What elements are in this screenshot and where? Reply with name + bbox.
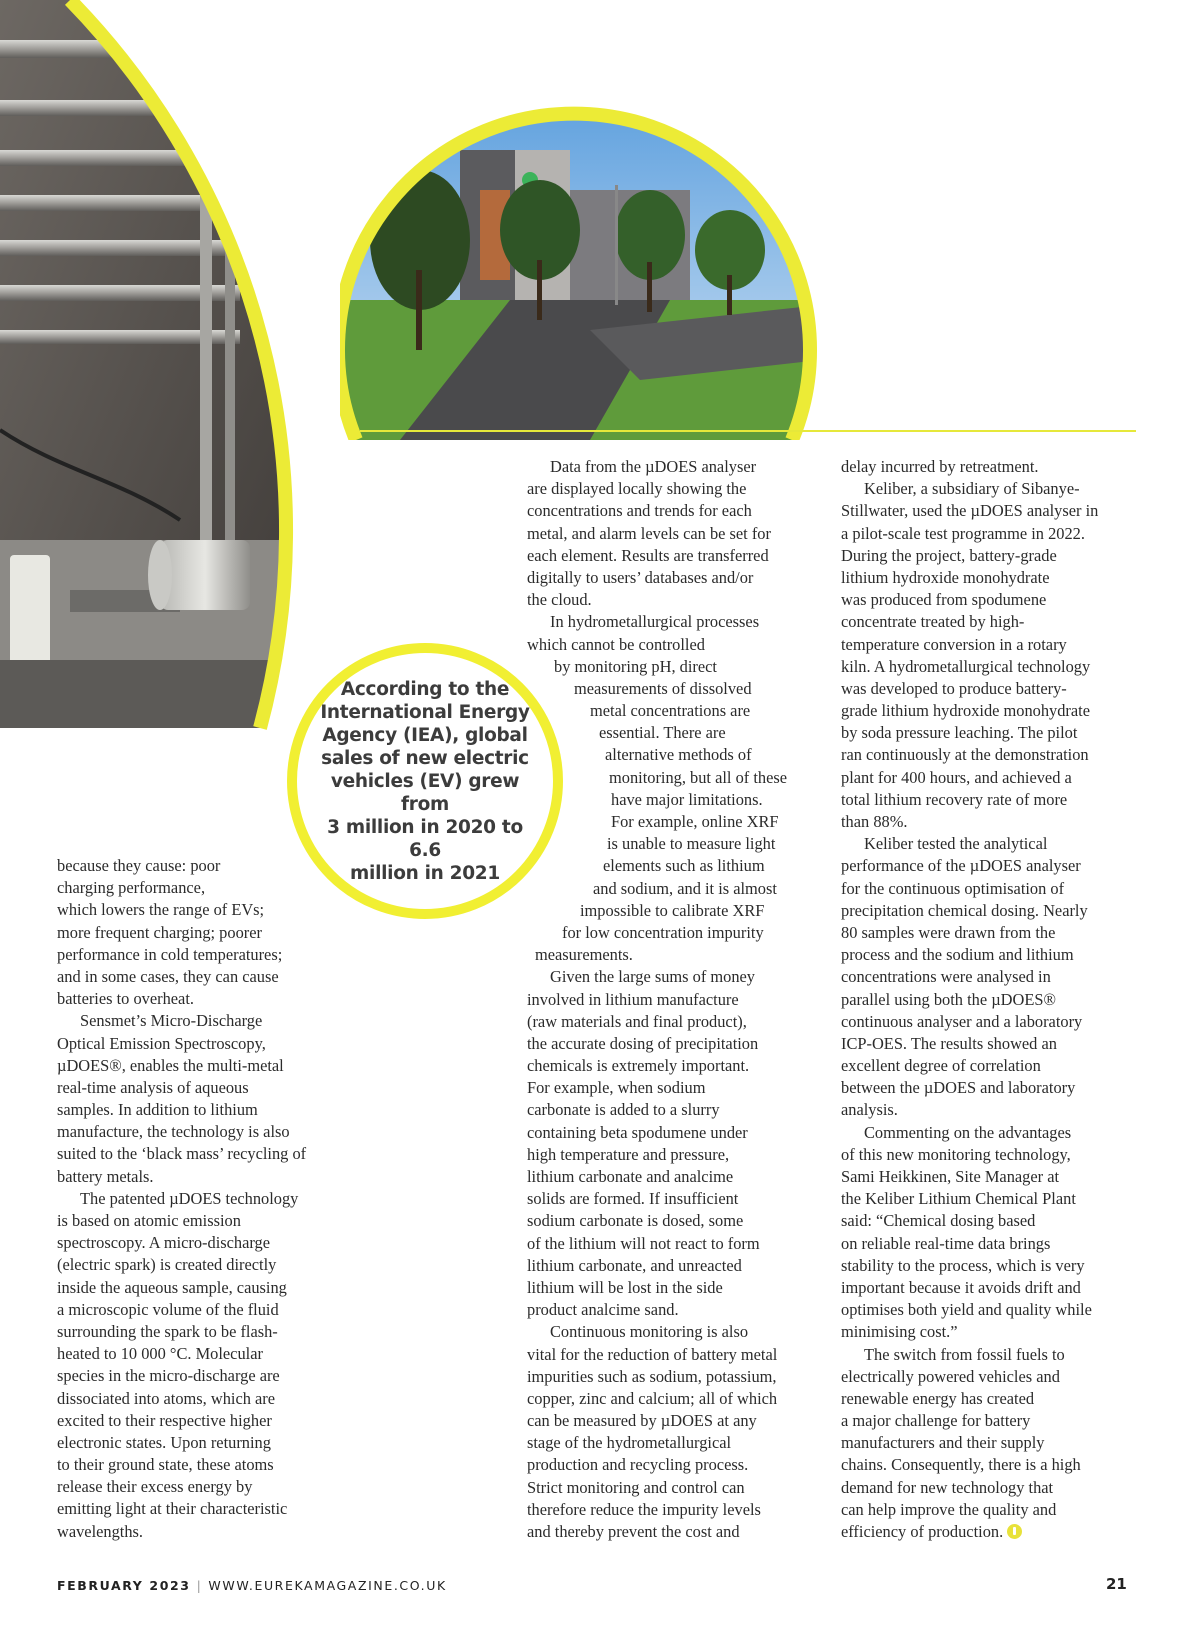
text-line: grade lithium hydroxide monohydrate (841, 701, 1090, 721)
text-line: parallel using both the µDOES® (841, 989, 1056, 1009)
text-line: essential. There are (599, 723, 726, 743)
text-line: manufacturers and their supply (841, 1433, 1045, 1453)
text-line: metal, and alarm levels can be set for (527, 523, 771, 543)
text-line: excited to their respective higher (57, 1410, 272, 1430)
end-mark-icon (1007, 1524, 1022, 1539)
text-line: heated to 10 000 °C. Molecular (57, 1344, 263, 1364)
text-line: the Keliber Lithium Chemical Plant (841, 1189, 1076, 1209)
text-line: electrically powered vehicles and (841, 1366, 1060, 1386)
text-line: renewable energy has created (841, 1388, 1035, 1408)
text-line: surrounding the spark to be flash- (57, 1321, 278, 1341)
text-line: demand for new technology that (841, 1477, 1054, 1497)
text-line: emitting light at their characteristic (57, 1499, 288, 1519)
text-line: monitoring, but all of these (609, 767, 787, 787)
text-line: For example, online XRF (611, 812, 779, 831)
text-line: delay incurred by retreatment. (841, 457, 1039, 476)
text-line: copper, zinc and calcium; all of which (527, 1388, 778, 1408)
text-line: by monitoring pH, direct (554, 656, 717, 676)
text-line: containing beta spodumene under (527, 1122, 748, 1142)
text-line: to their ground state, these atoms (57, 1455, 274, 1475)
text-line: which lowers the range of EVs; (57, 900, 265, 920)
issue-date: FEBRUARY 2023 (57, 1578, 191, 1593)
text-line: In hydrometallurgical processes (550, 612, 760, 632)
text-line: metal concentrations are (590, 701, 751, 721)
text-line: by soda pressure leaching. The pilot (841, 723, 1078, 743)
text-line: continuous analyser and a laboratory (841, 1011, 1083, 1031)
text-line: samples. In addition to lithium (57, 1100, 258, 1120)
text-line: Stillwater, used the µDOES analyser in (841, 501, 1099, 521)
text-line: can be measured by µDOES at any (527, 1411, 757, 1431)
text-line: between the µDOES and laboratory (841, 1078, 1076, 1098)
text-line: concentrations were analysed in (841, 967, 1051, 987)
pull-quote-circle (287, 643, 563, 919)
text-line: a microscopic volume of the fluid (57, 1299, 279, 1319)
text-line: batteries to overheat. (57, 989, 194, 1009)
text-line: because they cause: poor (57, 856, 221, 875)
text-line: digitally to users’ databases and/or (527, 567, 754, 587)
text-line: plant for 400 hours, and achieved a (841, 767, 1072, 787)
text-line: minimising cost.” (841, 1322, 958, 1342)
text-line: kiln. A hydrometallurgical technology (841, 656, 1091, 676)
text-line: impurities such as sodium, potassium, (527, 1366, 777, 1386)
footer-separator: | (196, 1578, 203, 1593)
text-line: battery metals. (57, 1166, 154, 1186)
text-line: stability to the process, which is very (841, 1255, 1085, 1275)
text-line: species in the micro-discharge are (57, 1366, 280, 1386)
text-line: total lithium recovery rate of more (841, 789, 1068, 809)
text-line: and in some cases, they can cause (57, 966, 279, 986)
text-line: said: “Chemical dosing based (841, 1211, 1036, 1231)
text-line: high temperature and pressure, (527, 1144, 730, 1164)
text-line: excellent degree of correlation (841, 1056, 1041, 1076)
text-line: impossible to calibrate XRF (580, 900, 765, 920)
text-line: the cloud. (527, 590, 592, 610)
text-line: inside the aqueous sample, causing (57, 1277, 287, 1297)
text-line: manufacture, the technology is also (57, 1122, 290, 1142)
text-line: alternative methods of (605, 745, 752, 765)
text-line: Sami Heikkinen, Site Manager at (841, 1167, 1060, 1186)
text-line: efficiency of production. (841, 1521, 1098, 1543)
text-line: Keliber, a subsidiary of Sibanye- (864, 479, 1080, 499)
text-line: release their excess energy by (57, 1477, 253, 1497)
magazine-url[interactable]: WWW.EUREKAMAGAZINE.CO.UK (208, 1578, 447, 1593)
text-line: precipitation chemical dosing. Nearly (841, 900, 1088, 920)
text-line: temperature conversion in a rotary (841, 634, 1067, 654)
text-line: product analcime sand. (527, 1300, 679, 1320)
text-line: Strict monitoring and control can (527, 1477, 745, 1497)
text-line: Optical Emission Spectroscopy, (57, 1033, 266, 1053)
footer (57, 1578, 447, 1593)
text-line: µDOES®, enables the multi-metal (57, 1055, 284, 1075)
text-line: the accurate dosing of precipitation (527, 1033, 759, 1053)
text-line: lithium will be lost in the side (527, 1277, 723, 1297)
text-line: Data from the µDOES analyser (550, 457, 757, 476)
text-line: measurements. (535, 945, 633, 965)
text-line: than 88%. (841, 812, 908, 831)
text-line: and sodium, and it is almost (593, 878, 777, 898)
text-line: concentrate treated by high- (841, 612, 1025, 632)
pull-quote-text: According to the International Energy Agency (IEA), global sales of new electric vehicles (EV) grew from 3 million in 2020 to 6.6 million in 2021 (320, 678, 530, 884)
text-line: analysis. (841, 1100, 898, 1120)
text-line: 80 samples were drawn from the (841, 922, 1056, 942)
text-line: is based on atomic emission (57, 1211, 241, 1230)
text-line: important because it avoids drift and (841, 1277, 1081, 1297)
text-line: For example, when sodium (527, 1078, 706, 1098)
body-column-left (57, 855, 306, 1543)
text-line: spectroscopy. A micro-discharge (57, 1233, 271, 1253)
text-line: measurements of dissolved (574, 678, 752, 698)
body-column-middle (527, 456, 787, 1543)
text-line: elements such as lithium (603, 856, 765, 876)
text-line: each element. Results are transferred (527, 545, 769, 565)
text-line: of this new monitoring technology, (841, 1144, 1071, 1164)
text-line: are displayed locally showing the (527, 479, 747, 499)
text-line: solids are formed. If insufficient (527, 1189, 739, 1209)
text-line: of the lithium will not react to form (527, 1233, 760, 1253)
text-line: process and the sodium and lithium (841, 945, 1074, 965)
text-line: concentrations and trends for each (527, 501, 752, 521)
text-line: stage of the hydrometallurgical (527, 1433, 732, 1453)
text-line: was developed to produce battery- (841, 678, 1067, 698)
text-line: electronic states. Upon returning (57, 1432, 271, 1452)
text-line: a pilot-scale test programme in 2022. (841, 523, 1085, 543)
text-line: more frequent charging; poorer (57, 922, 262, 942)
text-line: involved in lithium manufacture (527, 989, 739, 1009)
text-line: During the project, battery-grade (841, 545, 1057, 565)
text-line: sodium carbonate is dosed, some (527, 1211, 744, 1231)
plant-building-photo (340, 0, 820, 440)
equipment-photo (0, 0, 300, 730)
text-line: dissociated into atoms, which are (57, 1388, 276, 1408)
text-line: chains. Consequently, there is a high (841, 1455, 1081, 1475)
text-line: ICP-OES. The results showed an (841, 1033, 1057, 1053)
text-line: The switch from fossil fuels to (864, 1344, 1065, 1364)
divider-rule (360, 430, 1136, 432)
text-line: Sensmet’s Micro-Discharge (80, 1011, 263, 1031)
page-number: 21 (1106, 1575, 1127, 1593)
text-line: lithium carbonate, and unreacted (527, 1255, 742, 1275)
text-line: have major limitations. (611, 789, 763, 809)
text-line: lithium carbonate and analcime (527, 1167, 734, 1186)
text-line: performance of the µDOES analyser (841, 856, 1081, 876)
text-line: chemicals is extremely important. (527, 1056, 750, 1076)
text-line: therefore reduce the impurity levels (527, 1499, 761, 1519)
text-line: Commenting on the advantages (864, 1122, 1072, 1142)
text-line: Given the large sums of money (550, 967, 755, 987)
text-line: for low concentration impurity (562, 922, 764, 942)
text-line: was produced from spodumene (841, 590, 1047, 610)
text-line: carbonate is added to a slurry (527, 1100, 720, 1120)
text-line: charging performance, (57, 878, 206, 898)
text-line: which cannot be controlled (527, 634, 705, 654)
text-line: can help improve the quality and (841, 1499, 1057, 1519)
text-line: (electric spark) is created directly (57, 1255, 277, 1275)
text-line: Continuous monitoring is also (550, 1322, 749, 1342)
text-line: wavelengths. (57, 1521, 144, 1541)
text-line: real-time analysis of aqueous (57, 1077, 249, 1097)
text-line: suited to the ‘black mass’ recycling of (57, 1144, 307, 1164)
text-line: for the continuous optimisation of (841, 878, 1065, 898)
text-line: lithium hydroxide monohydrate (841, 567, 1050, 587)
body-column-right (841, 456, 1098, 1543)
text-line: (raw materials and final product), (527, 1011, 747, 1031)
text-line: is unable to measure light (607, 834, 776, 854)
text-line: vital for the reduction of battery metal (527, 1344, 778, 1364)
text-line: The patented µDOES technology (80, 1188, 299, 1208)
text-line: production and recycling process. (527, 1455, 749, 1475)
text-line: a major challenge for battery (841, 1411, 1031, 1431)
text-line: Keliber tested the analytical (864, 834, 1048, 854)
text-line: and thereby prevent the cost and (527, 1522, 740, 1541)
text-line: ran continuously at the demonstration (841, 745, 1089, 765)
text-line: on reliable real-time data brings (841, 1233, 1051, 1253)
text-line: optimises both yield and quality while (841, 1300, 1092, 1320)
text-line: performance in cold temperatures; (57, 944, 283, 964)
